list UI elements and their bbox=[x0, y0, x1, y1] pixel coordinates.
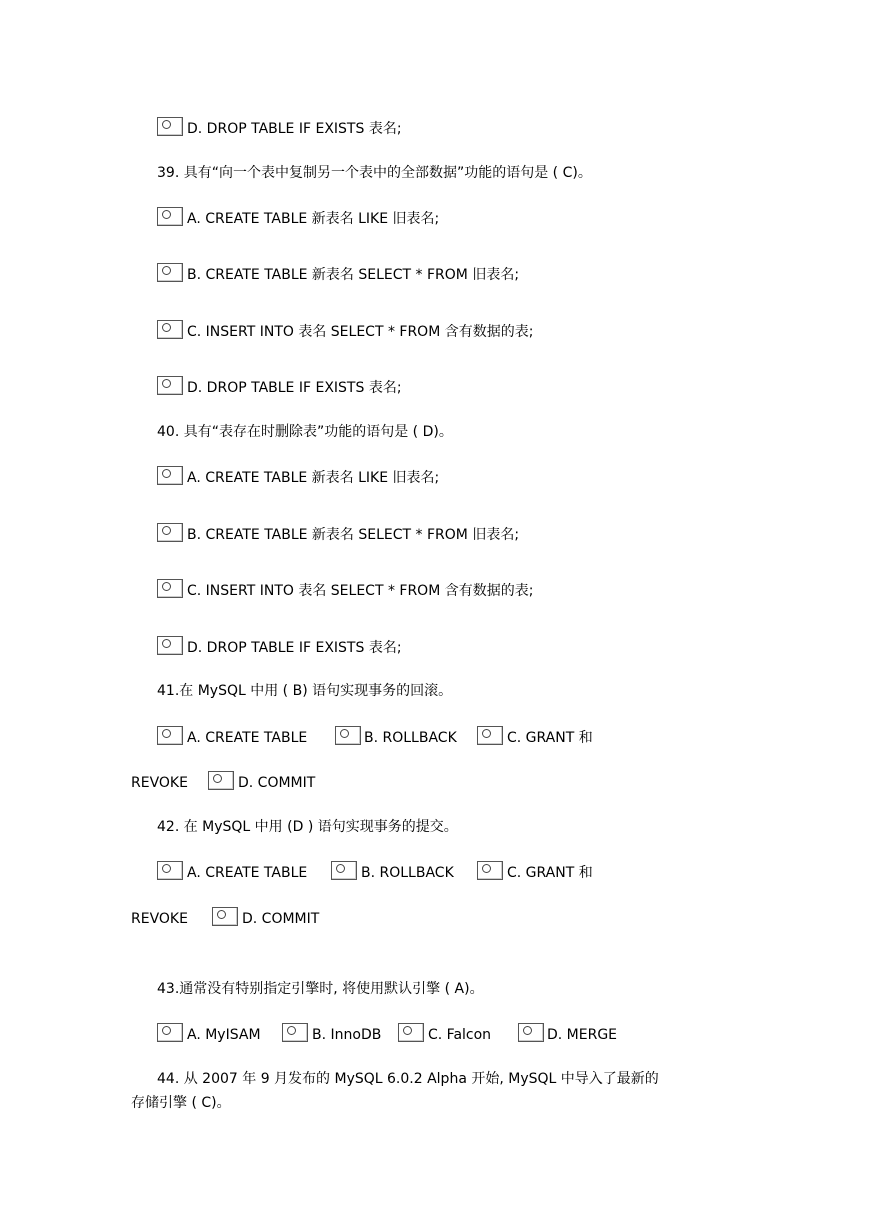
option-radio-q39-d[interactable] bbox=[157, 376, 183, 395]
option-text-q39-a: A. CREATE TABLE 新表名 LIKE 旧表名; bbox=[187, 211, 440, 227]
option-radio-q41-b[interactable] bbox=[335, 726, 361, 745]
option-radio-q38-d[interactable] bbox=[157, 117, 183, 136]
option-radio-q42-a[interactable] bbox=[157, 861, 183, 880]
option-radio-q41-a[interactable] bbox=[157, 726, 183, 745]
option-radio-q42-b[interactable] bbox=[331, 861, 357, 880]
option-text-q42-c: C. GRANT 和 bbox=[507, 865, 593, 881]
option-radio-q39-c[interactable] bbox=[157, 320, 183, 339]
option-radio-q43-d[interactable] bbox=[518, 1023, 544, 1042]
option-radio-q40-a[interactable] bbox=[157, 466, 183, 485]
option-radio-q39-a[interactable] bbox=[157, 207, 183, 226]
option-text-q43-b: B. InnoDB bbox=[312, 1027, 382, 1043]
option-text-q41-b: B. ROLLBACK bbox=[364, 730, 457, 746]
option-text-q40-d: D. DROP TABLE IF EXISTS 表名; bbox=[187, 640, 402, 656]
question-44-line-2: 存储引擎 ( C)。 bbox=[131, 1095, 231, 1111]
question-41: 41.在 MySQL 中用 ( B) 语句实现事务的回滚。 bbox=[157, 683, 453, 699]
option-radio-q42-c[interactable] bbox=[477, 861, 503, 880]
option-radio-q40-c[interactable] bbox=[157, 579, 183, 598]
option-radio-q39-b[interactable] bbox=[157, 263, 183, 282]
option-text-q38-d: D. DROP TABLE IF EXISTS 表名; bbox=[187, 121, 402, 137]
question-39: 39. 具有“向一个表中复制另一个表中的全部数据”功能的语句是 ( C)。 bbox=[157, 165, 592, 181]
option-text-q41-c: C. GRANT 和 bbox=[507, 730, 593, 746]
option-text-q40-b: B. CREATE TABLE 新表名 SELECT * FROM 旧表名; bbox=[187, 527, 520, 543]
option-radio-q41-d[interactable] bbox=[208, 771, 234, 790]
option-text-q42-b: B. ROLLBACK bbox=[361, 865, 454, 881]
option-text-q43-d: D. MERGE bbox=[547, 1027, 618, 1043]
option-radio-q40-b[interactable] bbox=[157, 523, 183, 542]
option-text-q41-a: A. CREATE TABLE bbox=[187, 730, 308, 746]
option-text-q42-d: D. COMMIT bbox=[242, 911, 320, 927]
option-text-q41-d: D. COMMIT bbox=[238, 775, 316, 791]
option-text-q42-c-cont: REVOKE bbox=[131, 911, 188, 927]
option-text-q39-b: B. CREATE TABLE 新表名 SELECT * FROM 旧表名; bbox=[187, 267, 520, 283]
question-40: 40. 具有“表存在时删除表”功能的语句是 ( D)。 bbox=[157, 424, 453, 440]
question-43: 43.通常没有特别指定引擎时, 将使用默认引擎 ( A)。 bbox=[157, 981, 484, 997]
option-text-q39-d: D. DROP TABLE IF EXISTS 表名; bbox=[187, 380, 402, 396]
option-radio-q42-d[interactable] bbox=[212, 907, 238, 926]
option-radio-q41-c[interactable] bbox=[477, 726, 503, 745]
option-text-q43-a: A. MyISAM bbox=[187, 1027, 261, 1043]
option-radio-q43-b[interactable] bbox=[282, 1023, 308, 1042]
option-text-q40-a: A. CREATE TABLE 新表名 LIKE 旧表名; bbox=[187, 470, 440, 486]
option-text-q43-c: C. Falcon bbox=[428, 1027, 492, 1043]
question-44-line-1: 44. 从 2007 年 9 月发布的 MySQL 6.0.2 Alpha 开始, MySQL 中导入了最新的 bbox=[157, 1071, 659, 1087]
option-text-q42-a: A. CREATE TABLE bbox=[187, 865, 308, 881]
option-radio-q40-d[interactable] bbox=[157, 636, 183, 655]
option-text-q39-c: C. INSERT INTO 表名 SELECT * FROM 含有数据的表; bbox=[187, 324, 534, 340]
option-text-q41-c-cont: REVOKE bbox=[131, 775, 188, 791]
option-radio-q43-a[interactable] bbox=[157, 1023, 183, 1042]
option-text-q40-c: C. INSERT INTO 表名 SELECT * FROM 含有数据的表; bbox=[187, 583, 534, 599]
option-radio-q43-c[interactable] bbox=[398, 1023, 424, 1042]
question-42: 42. 在 MySQL 中用 (D ) 语句实现事务的提交。 bbox=[157, 819, 458, 835]
